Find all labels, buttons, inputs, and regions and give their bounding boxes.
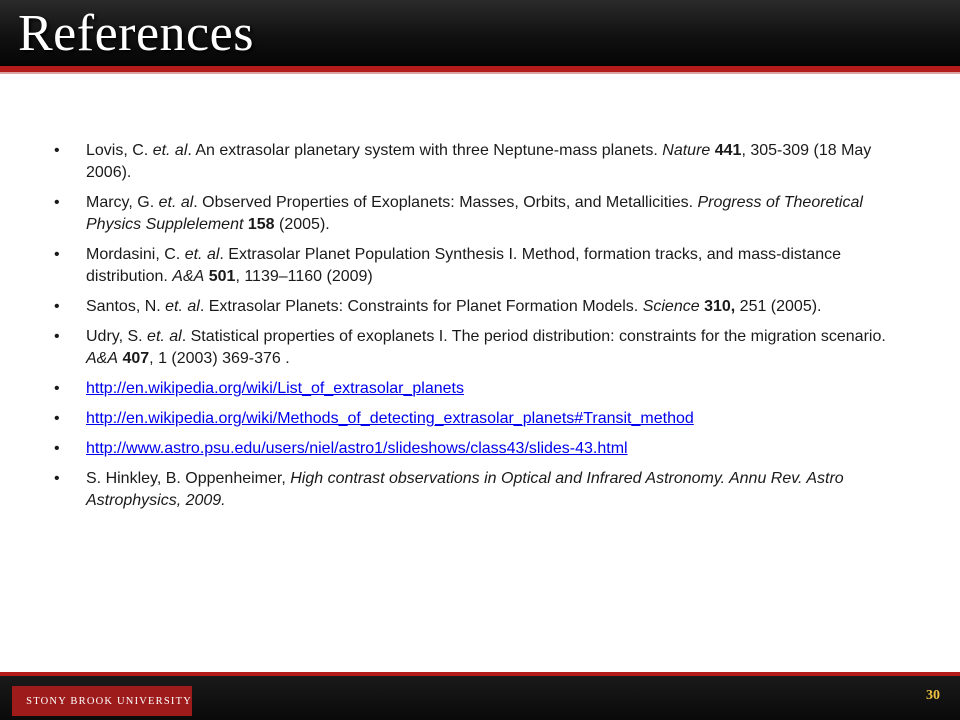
- ref-volume: 158: [247, 216, 275, 233]
- ref-text: (2005).: [274, 216, 330, 233]
- ref-etal: et. al: [147, 328, 182, 345]
- ref-volume: 441: [714, 142, 742, 159]
- ref-journal: A&A: [172, 268, 205, 285]
- ref-text: Marcy, G.: [86, 194, 159, 211]
- ref-text: Santos, N.: [86, 298, 166, 315]
- reference-item: [48, 408, 898, 430]
- ref-text: , 305-309 (18 May 2006).: [86, 142, 872, 181]
- reference-item: [48, 296, 898, 318]
- ref-etal: et. al: [165, 298, 200, 315]
- ref-text: , 1139–1160 (2009): [235, 268, 373, 285]
- reference-item: [48, 192, 898, 236]
- ref-etal: et. al: [184, 246, 220, 263]
- title-divider-shadow: [0, 72, 960, 74]
- ref-journal: A&A: [86, 350, 119, 367]
- ref-text: . Extrasolar Planet Population Synthesis I. Method, formation tracks, and mass-distance distribution.: [86, 246, 842, 285]
- reference-item: [48, 326, 898, 370]
- ref-volume: 407: [122, 350, 150, 367]
- ref-text: Lovis, C.: [86, 142, 153, 159]
- ref-text: . Extrasolar Planets: Constraints for Planet Formation Models.: [199, 298, 643, 315]
- ref-text: S. Hinkley, B. Oppenheimer,: [86, 470, 291, 487]
- ref-text: 251 (2005).: [735, 298, 822, 315]
- university-name: STONY BROOK UNIVERSITY: [26, 695, 192, 707]
- ref-text: . Observed Properties of Exoplanets: Masses, Orbits, and Metallicities.: [193, 194, 698, 211]
- university-logo: [12, 686, 192, 716]
- ref-volume: 501: [208, 268, 236, 285]
- reference-link[interactable]: http://en.wikipedia.org/wiki/Methods_of_detecting_extrasolar_planets#Transit_method: [86, 410, 694, 427]
- ref-journal: Science: [642, 298, 700, 315]
- ref-etal: et. al: [152, 142, 188, 159]
- ref-text: Mordasini, C.: [86, 246, 185, 263]
- ref-journal: Nature: [662, 142, 711, 159]
- page-number: 30: [926, 688, 940, 703]
- reference-link[interactable]: http://www.astro.psu.edu/users/niel/astro1/slideshows/class43/slides-43.html: [86, 440, 628, 457]
- title-bar: [0, 0, 960, 66]
- reference-item: [48, 140, 898, 184]
- ref-journal: Progress of Theoretical Physics Supplelement: [86, 194, 863, 233]
- ref-etal: et. al: [158, 194, 194, 211]
- reference-item: [48, 468, 898, 512]
- ref-volume: 310,: [704, 298, 736, 315]
- slide-title: References: [18, 5, 254, 62]
- reference-list: [48, 140, 898, 520]
- reference-item: [48, 438, 898, 460]
- ref-text: . Statistical properties of exoplanets I. The period distribution: constraints for the migration scenario.: [181, 328, 886, 345]
- ref-text: , 1 (2003) 369-376 .: [149, 350, 290, 367]
- reference-item: [48, 378, 898, 400]
- ref-text: Udry, S.: [86, 328, 148, 345]
- reference-link[interactable]: http://en.wikipedia.org/wiki/List_of_extrasolar_planets: [86, 380, 464, 397]
- reference-item: [48, 244, 898, 288]
- ref-title: High contrast observations in Optical and Infrared Astronomy. Annu Rev. Astro Astrophysics, 2009.: [86, 470, 844, 509]
- ref-text: . An extrasolar planetary system with three Neptune-mass planets.: [187, 142, 663, 159]
